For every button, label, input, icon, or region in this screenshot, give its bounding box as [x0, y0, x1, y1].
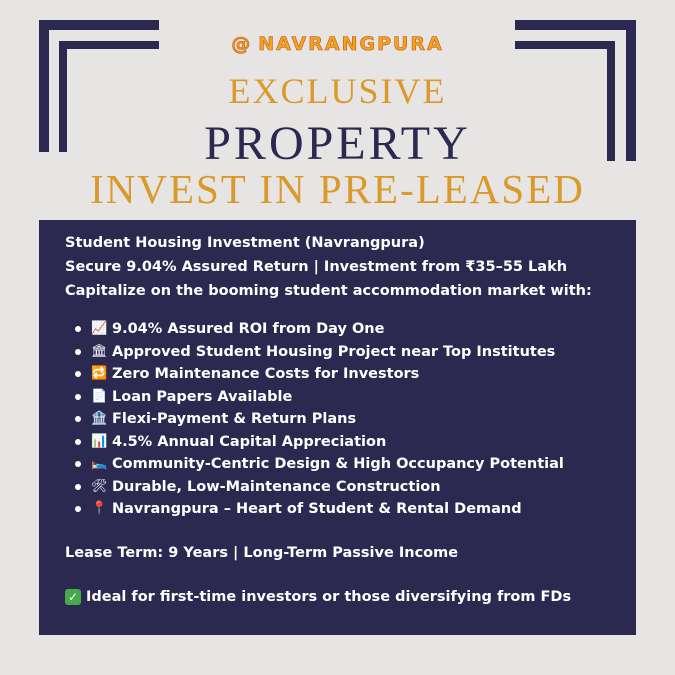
bullet-icon	[75, 439, 81, 445]
intro-heading: Student Housing Investment (Navrangpura)	[65, 235, 425, 251]
document-icon: 📄	[91, 388, 108, 404]
location-pin-icon: 📍	[91, 501, 108, 516]
chart-increasing-icon: 📈	[91, 321, 108, 336]
feature-list	[65, 318, 616, 521]
feature-text: Approved Student Housing Project near Top Institutes	[112, 343, 556, 360]
check-mark-icon: ✓	[65, 589, 81, 605]
intro-market-line: Capitalize on the booming student accommodation market with:	[65, 283, 592, 299]
feature-item	[75, 386, 616, 409]
feature-item	[75, 498, 616, 521]
details-panel	[39, 220, 636, 635]
bullet-icon	[75, 461, 81, 467]
feature-item	[75, 476, 616, 499]
location-name: NAVRANGPURA	[258, 33, 444, 55]
bed-icon: 🛌	[91, 456, 108, 471]
lease-term: Lease Term: 9 Years | Long-Term Passive Income	[65, 544, 459, 561]
feature-text: Zero Maintenance Costs for Investors	[112, 366, 420, 382]
bullet-icon	[75, 371, 81, 377]
bullet-icon	[75, 484, 81, 490]
feature-item	[75, 363, 616, 386]
feature-text: Community-Centric Design & High Occupancy Potential	[112, 456, 564, 472]
tools-icon: 🛠	[91, 478, 108, 494]
bullet-icon	[75, 349, 81, 355]
bullet-icon	[75, 416, 81, 422]
intro-return-line: Secure 9.04% Assured Return | Investment from ₹35–55 Lakh	[65, 259, 568, 275]
feature-text: Navrangpura – Heart of Student & Rental Demand	[112, 501, 522, 517]
at-symbol: @	[231, 33, 253, 55]
closing-line	[65, 585, 616, 609]
feature-item	[75, 318, 616, 341]
feature-item	[75, 453, 616, 476]
feature-text: 9.04% Assured ROI from Day One	[112, 321, 385, 337]
title-property: PROPERTY	[204, 117, 471, 170]
location-heading	[0, 33, 675, 55]
feature-item	[75, 431, 616, 454]
bullet-icon	[75, 394, 81, 400]
bullet-icon	[75, 506, 81, 512]
title-exclusive: EXCLUSIVE	[228, 71, 447, 111]
feature-text: Flexi-Payment & Return Plans	[112, 411, 357, 427]
feature-item	[75, 408, 616, 431]
institution-building-icon: 🏛	[91, 343, 108, 359]
bar-chart-icon: 📊	[91, 433, 108, 449]
bullet-icon	[75, 326, 81, 332]
closing-text: Ideal for first-time investors or those diversifying from FDs	[86, 588, 572, 605]
feature-text: Durable, Low-Maintenance Construction	[112, 478, 441, 495]
feature-item	[75, 341, 616, 364]
feature-text: Loan Papers Available	[112, 388, 293, 405]
bank-icon: 🏦	[91, 411, 108, 426]
repeat-arrows-icon: 🔁	[91, 366, 108, 381]
title-invest-pre-leased: INVEST IN PRE-LEASED	[90, 166, 585, 212]
feature-text: 4.5% Annual Capital Appreciation	[112, 433, 387, 450]
